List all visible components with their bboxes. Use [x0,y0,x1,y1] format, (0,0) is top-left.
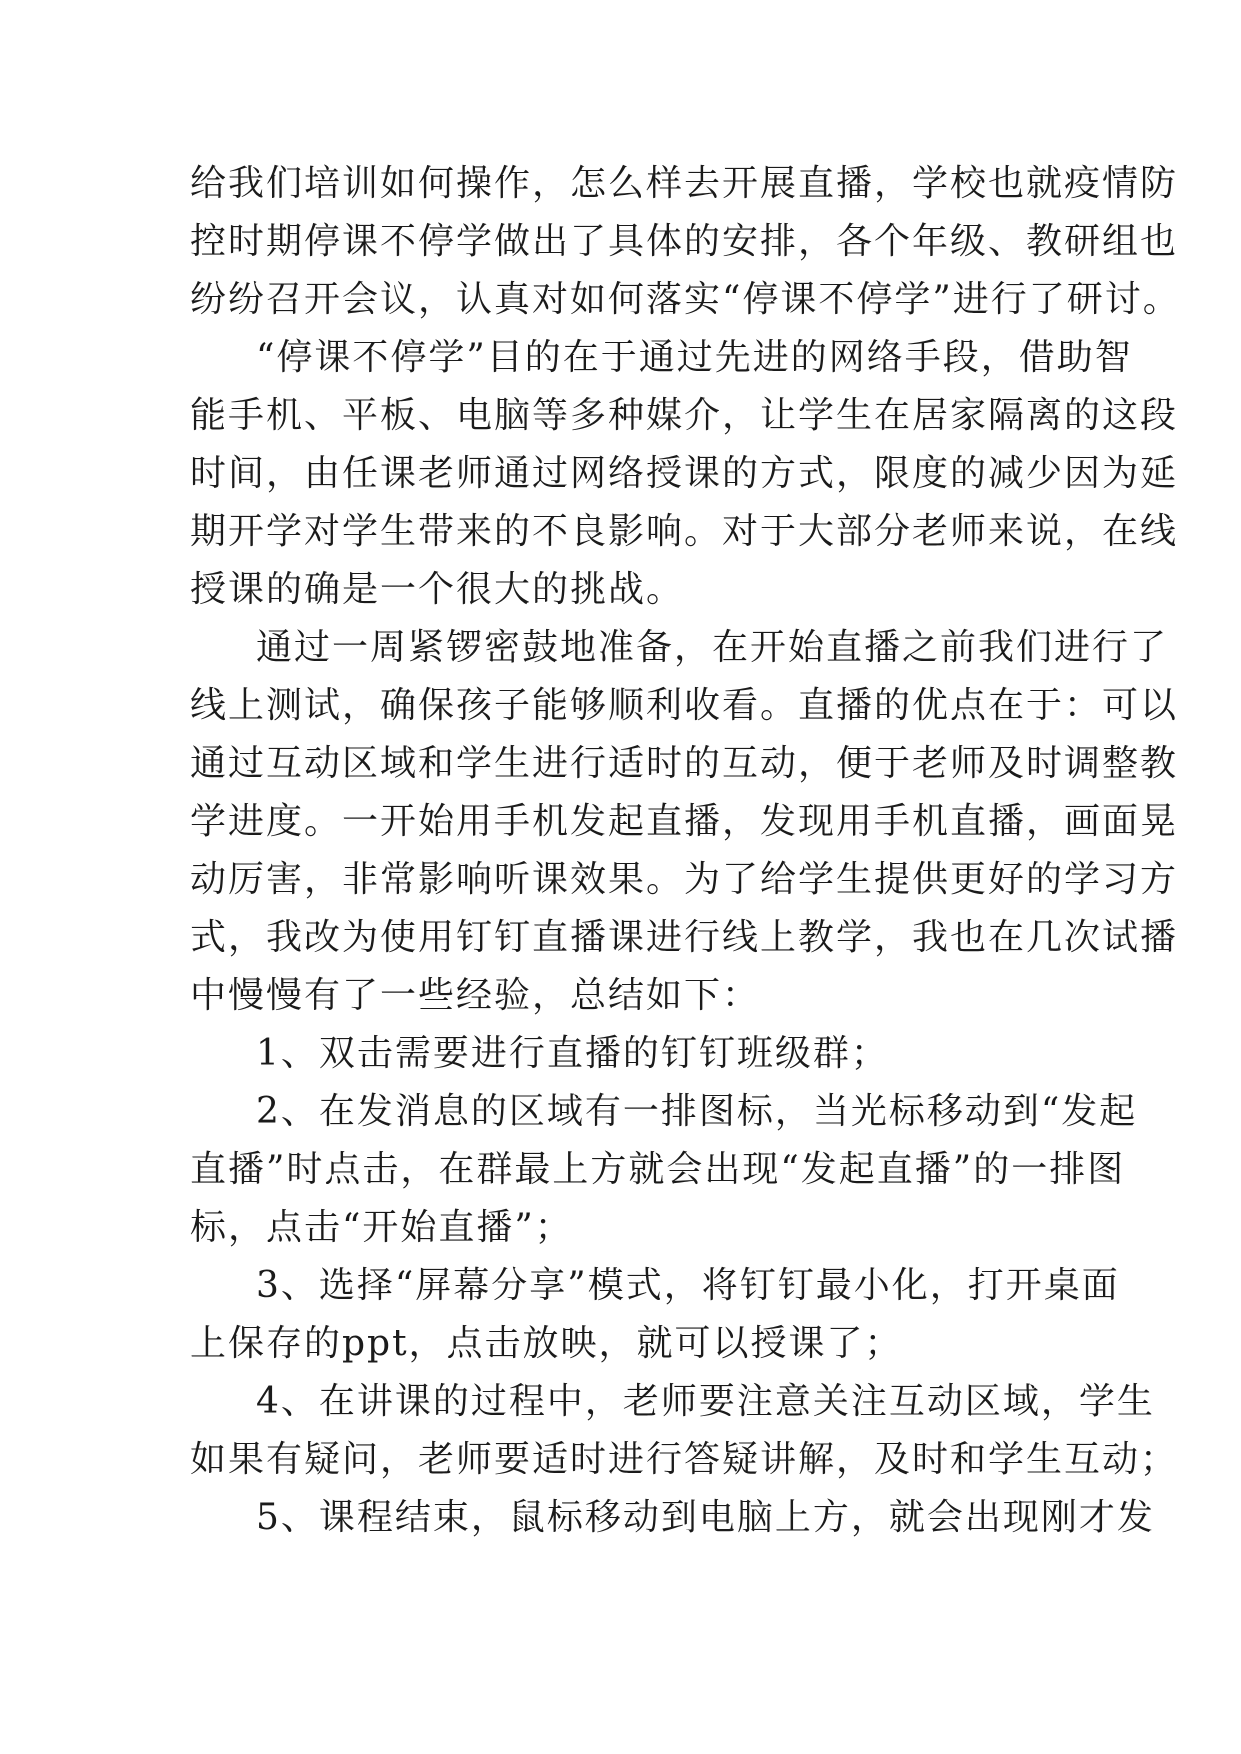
body-text [190,155,1181,1547]
text-line: 通过互动区域和学生进行适时的互动，便于老师及时调整教 [190,743,1179,784]
paragraph-start-line: “停课不停学”目的在于通过先进的网络手段，借助智 [256,337,1133,378]
text-line: 直播”时点击，在群最上方就会出现“发起直播”的一排图 [190,1149,1126,1190]
text-line: 标，点击“开始直播”； [190,1207,573,1248]
text-line: 上保存的ppt，点击放映，就可以授课了； [190,1323,903,1364]
text-line: 控时期停课不停学做出了具体的安排，各个年级、教研组也 [190,221,1179,262]
list-item-5: 5、课程结束，鼠标移动到电脑上方，就会出现刚才发 [256,1497,1155,1538]
text-line: 纷纷召开会议，认真对如何落实“停课不停学”进行了研讨。 [190,279,1181,320]
list-item-1: 1、双击需要进行直播的钉钉班级群； [256,1033,889,1074]
text-line: 能手机、平板、电脑等多种媒介，让学生在居家隔离的这段 [190,395,1179,436]
list-item-2: 2、在发消息的区域有一排图标，当光标移动到“发起 [256,1091,1138,1132]
list-item-3: 3、选择“屏幕分享”模式，将钉钉最小化，打开桌面 [256,1265,1120,1306]
text-line: 授课的确是一个很大的挑战。 [190,569,685,610]
text-line: 线上测试，确保孩子能够顺利收看。直播的优点在于：可以 [190,685,1179,726]
paragraph-start-line: 通过一周紧锣密鼓地准备，在开始直播之前我们进行了 [256,627,1169,668]
text-line: 期开学对学生带来的不良影响。对于大部分老师来说，在线 [190,511,1179,552]
text-line: 动厉害，非常影响听课效果。为了给学生提供更好的学习方 [190,859,1179,900]
text-line: 中慢慢有了一些经验，总结如下： [190,975,761,1016]
text-line: 学进度。一开始用手机发起直播，发现用手机直播，画面晃 [190,801,1179,842]
text-line: 如果有疑问，老师要适时进行答疑讲解，及时和学生互动； [190,1439,1179,1480]
text-line: 式，我改为使用钉钉直播课进行线上教学，我也在几次试播 [190,917,1179,958]
text-line: 给我们培训如何操作，怎么样去开展直播，学校也就疫情防 [190,163,1179,204]
list-item-4: 4、在讲课的过程中，老师要注意关注互动区域，学生 [256,1381,1155,1422]
text-line: 时间，由任课老师通过网络授课的方式，限度的减少因为延 [190,453,1179,494]
